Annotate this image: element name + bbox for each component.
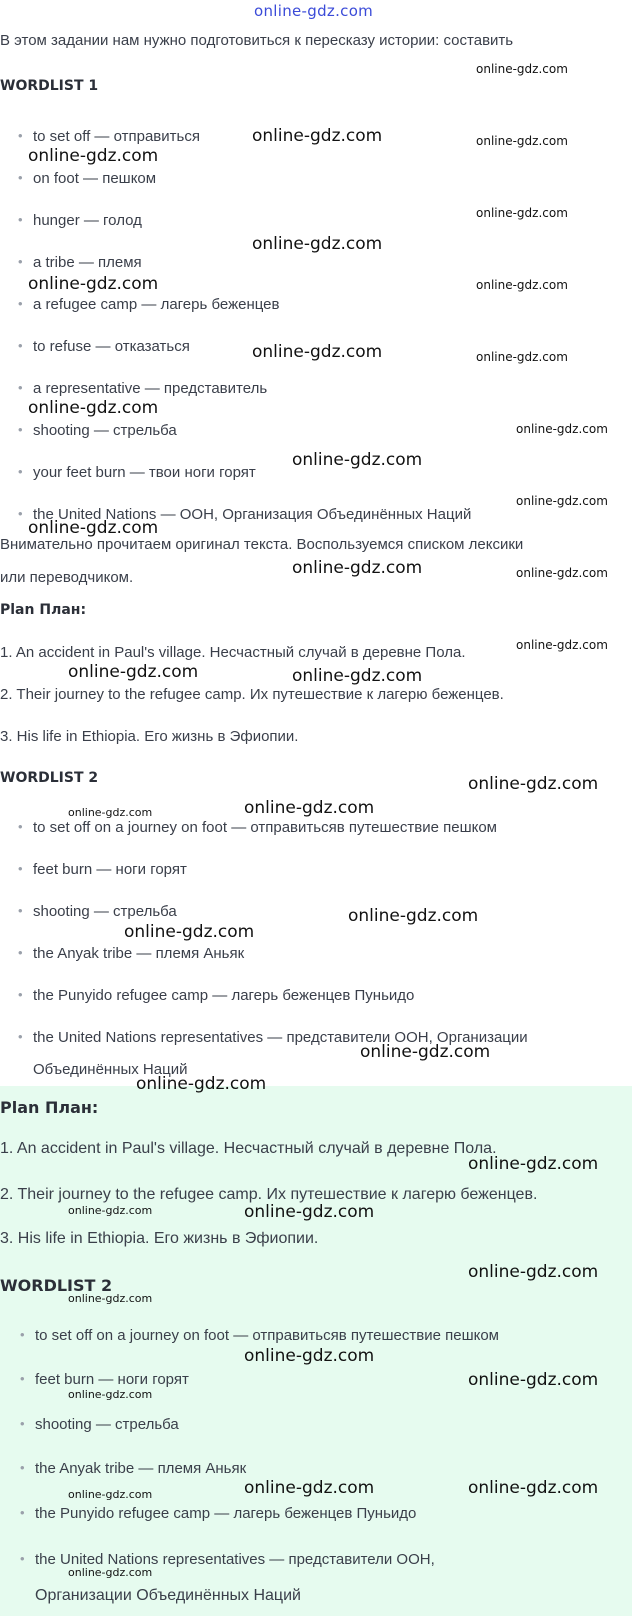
watermark: online-gdz.com: [136, 1074, 267, 1094]
watermark: online-gdz.com: [468, 1262, 599, 1282]
list-item: • feet burn — ноги горят: [20, 1371, 189, 1388]
list-item: • the United Nations — ООН, Организация Объединённых Наций: [18, 506, 471, 523]
watermark: online-gdz.com: [68, 1292, 153, 1305]
list-item: • to set off on a journey on foot — отправитьсяв путешествие пешком: [18, 819, 497, 836]
watermark: online-gdz.com: [516, 494, 608, 508]
watermark: online-gdz.com: [244, 1478, 375, 1498]
watermark: online-gdz.com: [476, 62, 568, 76]
watermark: online-gdz.com: [28, 518, 159, 538]
answer-wordlist-continuation: Организации Объединённых Наций: [35, 1587, 301, 1604]
watermark: online-gdz.com: [244, 798, 375, 818]
watermark: online-gdz.com: [476, 206, 568, 220]
plan1-heading: Plan План:: [0, 602, 87, 618]
watermark: online-gdz.com: [244, 1202, 375, 1222]
list-item: • a refugee camp — лагерь беженцев: [18, 296, 279, 313]
watermark: online-gdz.com: [292, 666, 423, 686]
watermark: online-gdz.com: [516, 422, 608, 436]
list-item: • the United Nations representatives — представители ООН, Организации: [18, 1029, 528, 1046]
answer-plan-item: 3. His life in Ethiopia. Его жизнь в Эфиопии.: [0, 1230, 319, 1247]
answer-wordlist-heading: WORDLIST 2: [0, 1276, 113, 1295]
list-item: • on foot — пешком: [18, 170, 156, 187]
watermark: online-gdz.com: [292, 558, 423, 578]
watermark: online-gdz.com: [252, 234, 383, 254]
watermark: online-gdz.com: [68, 1566, 153, 1579]
watermark: online-gdz.com: [68, 1488, 153, 1501]
answer-plan-heading: Plan План:: [0, 1098, 99, 1117]
wordlist2-heading: WORDLIST 2: [0, 770, 99, 786]
watermark: online-gdz.com: [516, 566, 608, 580]
watermark: online-gdz.com: [360, 1042, 491, 1062]
read-note-line1: Внимательно прочитаем оригинал текста. Воспользуемся списком лексики: [0, 536, 524, 553]
list-item: • to set off — отправиться: [18, 128, 200, 145]
list-item: • to set off on a journey on foot — отправитьсяв путешествие пешком: [20, 1327, 499, 1344]
watermark: online-gdz.com: [68, 806, 153, 819]
list-item: • shooting — стрельба: [18, 422, 177, 439]
list-item: • to refuse — отказаться: [18, 338, 190, 355]
watermark: online-gdz.com: [244, 1346, 375, 1366]
watermark: online-gdz.com: [28, 274, 159, 294]
list-item: • shooting — стрельба: [20, 1416, 179, 1433]
watermark: online-gdz.com: [468, 774, 599, 794]
read-note-line2: или переводчиком.: [0, 569, 134, 586]
watermark: online-gdz.com: [252, 126, 383, 146]
watermark: online-gdz.com: [68, 1388, 153, 1401]
watermark: online-gdz.com: [468, 1478, 599, 1498]
list-item: • the Punyido refugee camp — лагерь беженцев Пуньидо: [18, 987, 414, 1004]
list-item: • your feet burn — твои ноги горят: [18, 464, 256, 481]
watermark: online-gdz.com: [476, 134, 568, 148]
list-item: • the United Nations representatives — представители ООН,: [20, 1551, 435, 1568]
watermark: online-gdz.com: [476, 278, 568, 292]
watermark: online-gdz.com: [28, 146, 159, 166]
list-item: • feet burn — ноги горят: [18, 861, 187, 878]
watermark: online-gdz.com: [468, 1154, 599, 1174]
list-item: • the Punyido refugee camp — лагерь беженцев Пуньидо: [20, 1505, 416, 1522]
site-logo[interactable]: online-gdz.com: [254, 2, 374, 20]
list-item: • hunger — голод: [18, 212, 142, 229]
list-item: • the Anyak tribe — племя Аньяк: [18, 945, 244, 962]
watermark: online-gdz.com: [348, 906, 479, 926]
wordlist1-heading: WORDLIST 1: [0, 78, 99, 94]
wordlist2-item-continuation: Объединённых Наций: [33, 1061, 188, 1078]
answer-plan-item: 1. An accident in Paul's village. Несчастный случай в деревне Пола.: [0, 1140, 497, 1157]
watermark: online-gdz.com: [292, 450, 423, 470]
list-item: • a tribe — племя: [18, 254, 142, 271]
watermark: online-gdz.com: [28, 398, 159, 418]
plan1-item: 2. Their journey to the refugee camp. Их путешествие к лагерю беженцев.: [0, 686, 504, 703]
answer-plan-item: 2. Their journey to the refugee camp. Их путешествие к лагерю беженцев.: [0, 1186, 538, 1203]
plan1-item: 3. His life in Ethiopia. Его жизнь в Эфиопии.: [0, 728, 299, 745]
intro-text: В этом задании нам нужно подготовиться к пересказу истории: составить: [0, 32, 514, 49]
list-item: • shooting — стрельба: [18, 903, 177, 920]
watermark: online-gdz.com: [68, 662, 199, 682]
list-item: • the Anyak tribe — племя Аньяк: [20, 1460, 246, 1477]
watermark: online-gdz.com: [68, 1204, 153, 1217]
plan1-item: 1. An accident in Paul's village. Несчастный случай в деревне Пола.: [0, 644, 466, 661]
watermark: online-gdz.com: [516, 638, 608, 652]
watermark: online-gdz.com: [476, 350, 568, 364]
watermark: online-gdz.com: [124, 922, 255, 942]
watermark: online-gdz.com: [252, 342, 383, 362]
watermark: online-gdz.com: [468, 1370, 599, 1390]
list-item: • a representative — представитель: [18, 380, 267, 397]
